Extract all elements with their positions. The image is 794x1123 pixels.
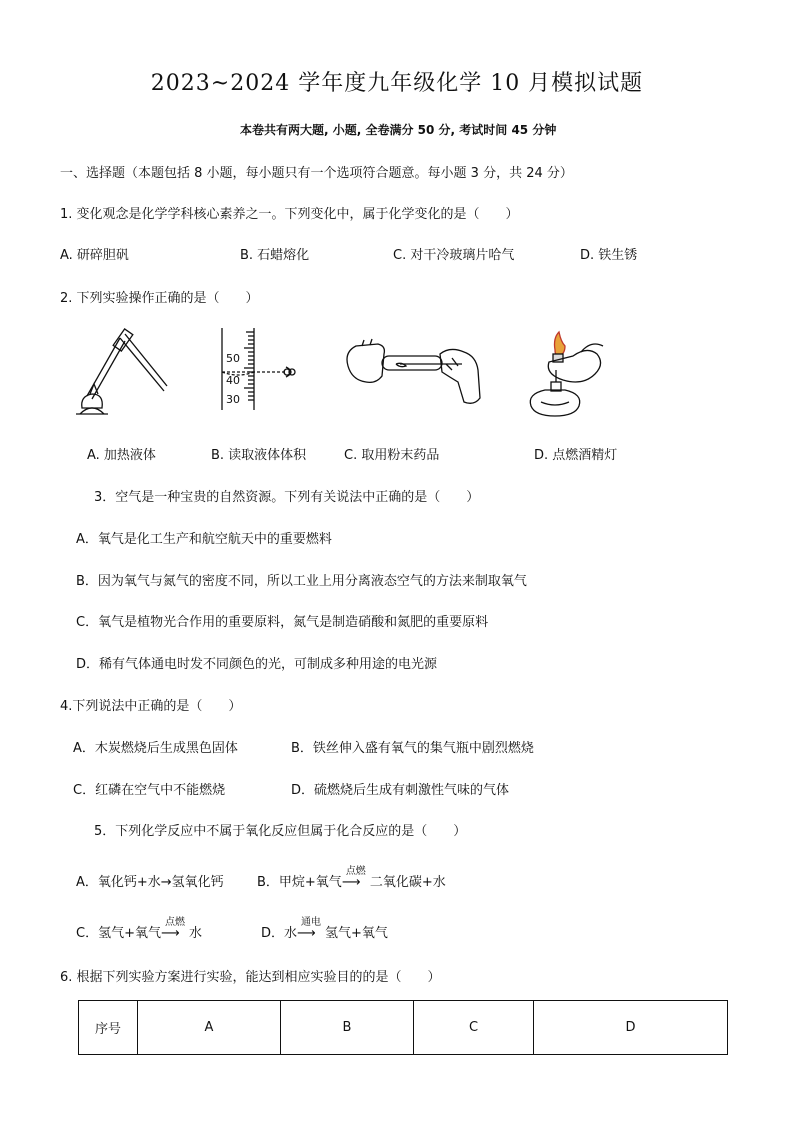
exam-info: 本卷共有两大题, 小题, 全卷满分 50 分, 考试时间 45 分钟 (240, 123, 557, 137)
q3-option-b: B．因为氧气与氮气的密度不同，所以工业上用分离液态空气的方法来制取氧气 (76, 574, 527, 589)
reaction-arrow-icon: ⟶ (160, 926, 180, 941)
experiment-table (78, 1000, 728, 1055)
cylinder-tick-30: 30 (226, 393, 240, 406)
q4-option-b: B．铁丝伸入盛有氧气的集气瓶中剧烈燃烧 (291, 741, 534, 756)
q6-stem: 6. 根据下列实验方案进行实验，能达到相应实验目的的是（ ） (60, 970, 441, 985)
q5-stem: 5．下列化学反应中不属于氧化反应但属于化合反应的是（ ） (94, 824, 467, 839)
q2-option-a: A. 加热液体 (87, 448, 156, 463)
q5-option-a: A．氧化钙+水→氢氧化钙 (76, 875, 224, 890)
q1-option-b: B. 石蜡熔化 (240, 248, 310, 263)
q1-option-c: C. 对干冷玻璃片哈气 (393, 248, 515, 263)
q4-option-c: C．红磷在空气中不能燃烧 (73, 783, 226, 798)
alcohol-lamp-figure (525, 328, 615, 420)
q4-stem: 4.下列说法中正确的是（ ） (60, 699, 242, 714)
q1-stem: 1. 变化观念是化学学科核心素养之一。下列变化中，属于化学变化的是（ ） (60, 207, 519, 222)
q1-option-d: D. 铁生锈 (580, 248, 638, 263)
reaction-condition-label: 点燃 (345, 866, 366, 877)
reaction-condition-label: 点燃 (164, 917, 185, 928)
powder-taking-figure (340, 336, 490, 411)
reaction-condition-label: 通电 (301, 917, 322, 928)
table-header-cell: B (281, 1001, 414, 1055)
table-header-cell: A (138, 1001, 281, 1055)
q5-option-b: B．甲烷+氧气 点燃 ⟶ 二氧化碳+水 (257, 871, 446, 890)
q3-option-d: D．稀有气体通电时发不同颜色的光，可制成多种用途的电光源 (76, 657, 438, 672)
cylinder-tick-40: 40 (226, 374, 240, 387)
q3-option-c: C．氧气是植物光合作用的重要原料，氮气是制造硝酸和氮肥的重要原料 (76, 615, 489, 630)
reaction-arrow-icon: ⟶ (341, 875, 361, 890)
reaction-arrow-icon: ⟶ (297, 926, 316, 941)
q1-option-a: A. 研碎胆矾 (60, 248, 129, 263)
cylinder-tick-50: 50 (226, 352, 240, 365)
section-heading: 一、选择题（本题包括 8 小题，每小题只有一个选项符合题意。每小题 3 分，共 24 分） (60, 166, 573, 181)
q3-option-a: A．氧气是化工生产和航空航天中的重要燃料 (76, 532, 332, 547)
table-header-cell: 序号 (79, 1001, 138, 1055)
table-header-row (79, 1001, 728, 1055)
table-header-cell: D (534, 1001, 728, 1055)
q2-stem: 2. 下列实验操作正确的是（ ） (60, 291, 259, 306)
q2-option-b: B. 读取液体体积 (211, 448, 307, 463)
q5-option-d: D．水 通电 ⟶ 氢气+氧气 (261, 922, 388, 941)
page-title: 2023~2024 学年度九年级化学 10 月模拟试题 (150, 71, 644, 96)
q2-option-c: C. 取用粉末药品 (344, 448, 440, 463)
q3-stem: 3．空气是一种宝贵的自然资源。下列有关说法中正确的是（ ） (94, 490, 480, 505)
q4-option-d: D．硫燃烧后生成有刺激性气味的气体 (291, 783, 510, 798)
q5-option-c: C．氢气+氧气 点燃 ⟶ 水 (76, 922, 202, 941)
table-header-cell: C (414, 1001, 534, 1055)
q4-option-a: A．木炭燃烧后生成黑色固体 (73, 741, 238, 756)
heating-liquid-figure (72, 326, 172, 421)
q2-option-d: D. 点燃酒精灯 (534, 448, 618, 463)
